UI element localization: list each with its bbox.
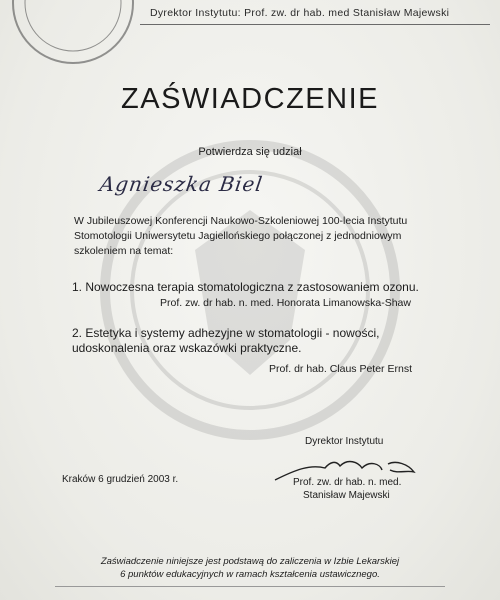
topic-1-title: 1. Nowoczesna terapia stomatologiczna z zastosowaniem ozonu. (72, 280, 419, 294)
confirm-text: Potwierdza się udział (198, 146, 302, 158)
director-name-line1: Prof. zw. dr hab. n. med. (293, 477, 402, 488)
header-divider (140, 24, 490, 25)
intro-paragraph: W Jubileuszowej Konferencji Naukowo-Szkoleniowej 100-lecia Instytutu Stomotologii Uniwersytetu Jagiellońskiego połączonej z jednodniowym szkoleniem na temat: (74, 215, 408, 257)
footer-line-2: 6 punktów edukacyjnych w ramach kształcenia ustawicznego. (120, 569, 380, 580)
director-name (293, 476, 401, 502)
corner-seal-icon (8, 0, 138, 68)
footer-note (0, 555, 500, 581)
topic-2-title: 2. Estetyka i systemy adhezyjne w stomatologii - nowości, udoskonalenia oraz wskazówki praktyczne. (72, 326, 380, 355)
certificate-title: ZAŚWIADCZENIE (121, 83, 379, 115)
director-label: Dyrektor Instytutu (305, 436, 384, 447)
director-name-line2: Stanisław Majewski (303, 490, 390, 501)
header-director: Dyrektor Instytutu: Prof. zw. dr hab. med Stanisław Majewski (150, 7, 450, 19)
city-date: Kraków 6 grudzień 2003 r. (62, 474, 179, 485)
topic-1-author: Prof. zw. dr hab. n. med. Honorata Limanowska-Shaw (160, 297, 411, 309)
footer-line-1: Zaświadczenie niniejsze jest podstawą do zaliczenia w Izbie Lekarskiej (100, 556, 400, 567)
participant-name: Agnieszka Biel (98, 172, 265, 196)
topic-2-author: Prof. dr hab. Claus Peter Ernst (269, 363, 412, 375)
footer-divider (55, 586, 445, 587)
